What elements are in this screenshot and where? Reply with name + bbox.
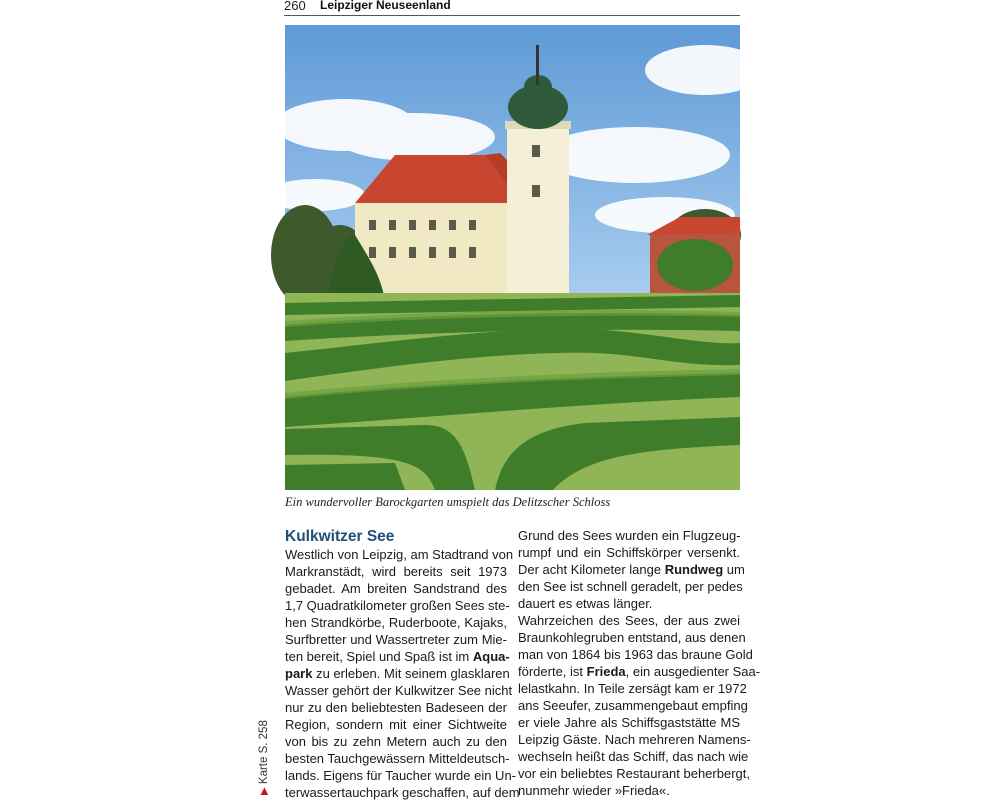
text-line	[518, 663, 761, 680]
text-run: hen Strandkörbe, Ruderboote, Kajaks,	[285, 615, 507, 630]
text-run: zu erleben. Mit seinem glasklaren	[312, 666, 510, 681]
text-line	[518, 578, 743, 595]
text-line	[285, 614, 507, 631]
text-run: dauert es etwas länger.	[518, 596, 653, 611]
text-line	[285, 716, 507, 733]
text-line	[285, 733, 507, 750]
photo-caption: Ein wundervoller Barockgarten umspielt das Delitzscher Schloss	[285, 495, 611, 509]
text-run: Region, sondern mit einer Sichtweite	[285, 717, 507, 732]
text-run: besten Tauchgewässern Mitteldeutsch-	[285, 751, 510, 766]
text-run: er viele Jahre als Schiffsgaststätte MS	[518, 715, 740, 730]
text-line	[518, 629, 746, 646]
text-line	[518, 765, 750, 782]
text-line	[285, 580, 507, 597]
red-building	[647, 217, 740, 295]
text-line	[285, 597, 510, 614]
text-run: lelastkahn. In Teile zersägt kam er 1972	[518, 681, 747, 696]
text-run: von bis zu zehn Metern auch zu den	[285, 734, 507, 749]
text-run: Wahrzeichen des Sees, der aus zwei	[518, 613, 740, 628]
map-reference-text: Karte S. 258	[258, 720, 270, 785]
text-line	[285, 648, 510, 665]
page-header	[284, 0, 740, 16]
text-line	[285, 563, 507, 580]
text-line	[285, 631, 507, 648]
text-line	[518, 646, 753, 663]
triangle-marker-icon: ▶	[259, 787, 270, 795]
text-run: nur zu den beliebtesten Badeseen der	[285, 700, 507, 715]
text-line	[518, 561, 745, 578]
text-line	[518, 680, 747, 697]
text-run: gebadet. Am breiten Sandstrand des	[285, 581, 507, 596]
text-line	[285, 546, 514, 563]
text-line	[518, 612, 740, 629]
text-line	[518, 714, 740, 731]
castle-garden-photo	[285, 25, 740, 490]
article-title: Kulkwitzer See	[285, 528, 395, 545]
text-run: 1,7 Quadratkilometer großen Sees ste-	[285, 598, 510, 613]
text-run: ans Seeufer, zusammengebaut empfing	[518, 698, 748, 713]
text-line	[518, 595, 740, 612]
text-run: Markranstädt, wird bereits seit 1973	[285, 564, 507, 579]
text-line	[518, 544, 740, 561]
left-column	[285, 527, 520, 801]
text-run: Leipzig Gäste. Nach mehreren Namens-	[518, 732, 751, 747]
text-run: man von 1864 bis 1963 das braune Gold	[518, 647, 753, 662]
text-run: rumpf und ein Schiffskörper versenkt.	[518, 545, 740, 560]
bold-term: Rundweg	[664, 562, 724, 577]
bold-term: Frieda	[586, 664, 626, 679]
page-number: 260	[284, 0, 306, 13]
text-line	[518, 782, 740, 799]
text-run: Wasser gehört der Kulkwitzer See nicht	[285, 683, 513, 698]
text-run: Westlich von Leipzig, am Stadtrand von	[285, 547, 514, 562]
bold-term: Aqua-	[472, 649, 510, 664]
text-run: den See ist schnell geradelt, per pedes	[518, 579, 743, 594]
running-title: Leipziger Neuseenland	[320, 0, 451, 12]
text-run: lands. Eigens für Taucher wurde ein Un-	[285, 768, 516, 783]
text-line	[285, 682, 513, 699]
text-line	[518, 731, 751, 748]
text-line	[285, 699, 507, 716]
text-run: Surfbretter und Wassertreter zum Mie-	[285, 632, 507, 647]
text-run: förderte, ist	[518, 664, 587, 679]
text-run: Braunkohlegruben entstand, aus denen	[518, 630, 746, 645]
text-run: um	[723, 562, 745, 577]
text-run: , ein ausgedienter Saa-	[625, 664, 761, 679]
text-run: Grund des Sees wurden ein Flugzeug-	[518, 528, 741, 543]
text-line	[518, 748, 749, 765]
text-run: Der acht Kilometer lange	[518, 562, 665, 577]
text-run: vor ein beliebtes Restaurant beherbergt,	[518, 766, 750, 781]
text-line	[518, 697, 748, 714]
text-run: terwassertauchpark geschaffen, auf dem	[285, 785, 520, 800]
map-reference[interactable]	[258, 720, 270, 795]
text-line	[285, 665, 510, 682]
text-line	[285, 767, 516, 784]
text-run: wechseln heißt das Schiff, das nach wie	[518, 749, 749, 764]
text-line	[285, 750, 510, 767]
bold-term: park	[285, 666, 313, 681]
right-column	[518, 527, 761, 799]
text-line	[285, 784, 520, 801]
text-line	[518, 527, 740, 544]
text-run: ten bereit, Spiel und Spaß ist im	[285, 649, 473, 664]
text-run: nunmehr wieder »Frieda«.	[518, 783, 670, 798]
